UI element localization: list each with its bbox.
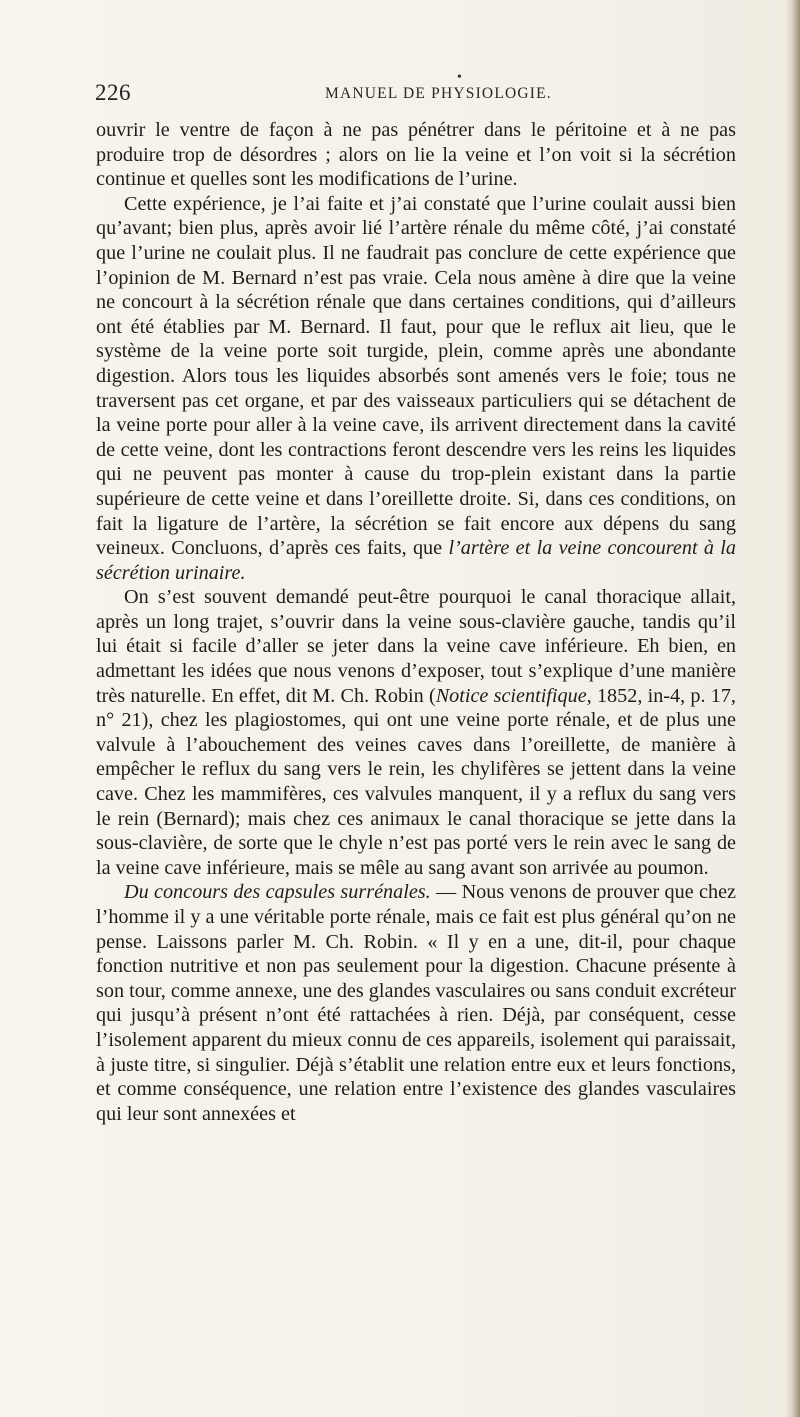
paragraph: [96, 880, 736, 1126]
text-segment: , 1852, in-4, p. 17, n° 21), chez les plagiostomes, qui ont une veine porte rénale, et de plus une valvule à l’abouchement des veines caves dans l’oreillette, de manière à empêcher le reflux du sang vers le rein, les chylifères se jettent dans la veine cave. Chez les mammifères, ces valvules manquent, il y a reflux du sang vers le rein (Bernard); mais chez ces animaux le canal thoracique se jette dans la sous-clavière, de sorte que le chyle n’est pas porté vers le rein avec le sang de la veine cave inférieure, mais se mêle au sang avant son arrivée au poumon.: [96, 684, 736, 879]
running-title: MANUEL DE PHYSIOLOGIE.: [325, 85, 552, 102]
text-segment: ouvrir le ventre de façon à ne pas pénétrer dans le péritoine et à ne pas produire trop de désordres ; alors on lie la veine et l’on voit si la sécrétion continue et quelles sont les modifications de l’urine.: [96, 119, 736, 191]
text-segment: On s’est souvent demandé peut-être pourquoi le canal thoracique allait, après un long trajet, s’ouvrir dans la veine sous-clavière gauche, tandis qu’il lui était si facile d’aller se jeter dans la veine cave inférieure. Eh bien, en admettant les idées que nous venons d’exposer, tout s’explique d’une manière très naturelle. En effet, dit M. Ch. Robin (: [96, 586, 736, 707]
italic-citation: Notice scientifique: [435, 684, 587, 707]
page-binding-edge: [786, 0, 800, 1417]
text-segment: — Nous venons de prouver que chez l’homme il y a une véritable porte rénale, mais ce fait est plus général qu’on ne pense. Laissons parler M. Ch. Robin. « Il y en a une, dit-il, pour chaque fonction nutritive et non pas seulement pour la digestion. Chacune présente à son tour, comme annexe, une des glandes vasculaires ou sans conduit excréteur qui jusqu’à présent n’ont été rattachées à rien. Déjà, par conséquent, cesse l’isolement apparent du mieux connu de ces appareils, isolement qui paraissait, à juste titre, si singulier. Déjà s’établit une relation entre eux et leurs fonctions, et comme conséquence, une relation entre l’existence des glandes vasculaires qui leur sont annexées et: [96, 881, 736, 1125]
text-segment: Cette expérience, je l’ai faite et j’ai constaté que l’urine coulait aussi bien qu’avant; bien plus, après avoir lié l’artère rénale du même côté, j’ai constaté que l’urine ne coulait plus. Il ne faudrait pas conclure de cette expérience que l’opinion de M. Bernard n’est pas vraie. Cela nous amène à dire que la veine ne concourt à la sécrétion rénale que dans certaines conditions, qui d’ailleurs ont été établies par M. Bernard. Il faut, pour que le reflux ait lieu, que le système de la veine porte soit turgide, plein, comme après une abondante digestion. Alors tous les liquides absorbés sont amenés vers le foie; tous ne traversent pas cet organe, et par des vaisseaux particuliers qui se détachent de la veine porte pour aller à la veine cave, ils arrivent directement dans la cavité de cette veine, dont les contractions feront descendre vers les reins les liquides qui ne peuvent pas monter à cause du trop-plein existant dans la partie supérieure de cette veine et dans l’oreillette droite. Si, dans ces conditions, on fait la ligature de l’artère, la sécrétion se fait encore aux dépens du sang veineux. Concluons, d’après ces faits, que: [96, 192, 736, 560]
italic-conclusion: l’artère et la veine concourent à la sécrétion urinaire.: [96, 537, 736, 584]
paragraph: [96, 192, 736, 586]
paragraph: [96, 118, 736, 192]
paragraph: [96, 585, 736, 880]
section-heading: Du concours des capsules surrénales.: [124, 881, 431, 904]
body-text: [96, 118, 736, 1126]
page-number: 226: [95, 80, 131, 105]
page-header: [0, 80, 790, 110]
ink-mark: •: [457, 70, 462, 85]
